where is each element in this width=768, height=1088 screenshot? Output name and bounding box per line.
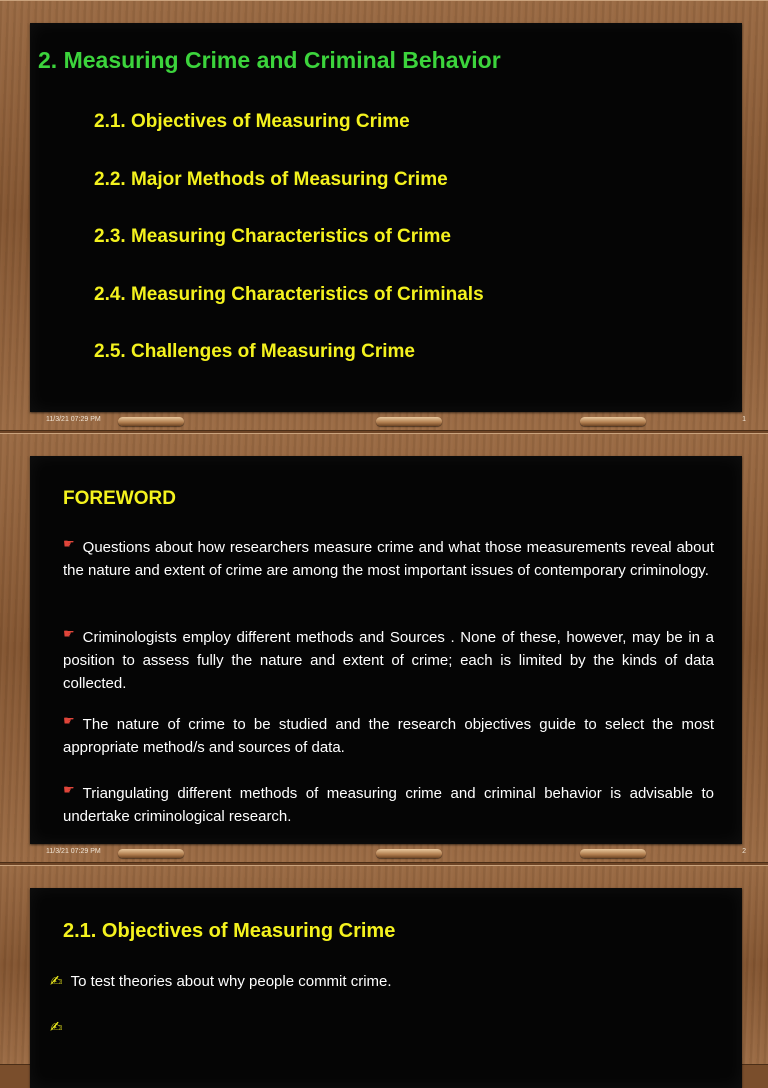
pointing-hand-icon: ☛ (63, 713, 75, 728)
slide-heading: FOREWORD (63, 488, 176, 509)
footer-date: 11/3/21 07:29 PM (46, 416, 101, 423)
chalkboard (30, 23, 742, 412)
table-of-contents (94, 111, 484, 399)
chalk-ledge-handle (118, 417, 184, 426)
slide-2 (0, 433, 768, 863)
bullet-paragraph (63, 626, 714, 695)
footer-date: 11/3/21 07:29 PM (46, 848, 101, 855)
toc-item: 2.1. Objectives of Measuring Crime (94, 111, 410, 132)
bullet-text: The nature of crime to be studied and the research objectives guide to select the most appropriate method/s and sources of data. (63, 716, 714, 756)
slide-footer (0, 412, 768, 434)
writing-hand-icon: ✍ (50, 973, 63, 990)
bullet-paragraph-cutoff (50, 1016, 714, 1039)
chalk-ledge-handle (580, 849, 646, 858)
toc-item: 2.5. Challenges of Measuring Crime (94, 341, 415, 362)
bullet-text: Questions about how researchers measure crime and what those measurements reveal about the nature and extent of crime are among the most important issues of contemporary criminology. (63, 539, 714, 579)
bullet-text: To test theories about why people commit crime. (70, 973, 392, 990)
slide-1 (0, 0, 768, 431)
bullet-text: Criminologists employ different methods and Sources . None of these, however, may be in a position to assess fully the nature and extent of crime; each is limited by the kinds of data collected. (63, 629, 714, 692)
slide-heading: 2.1. Objectives of Measuring Crime (63, 920, 396, 942)
toc-item: 2.3. Measuring Characteristics of Crime (94, 226, 451, 247)
toc-item: 2.2. Major Methods of Measuring Crime (94, 168, 448, 190)
chalk-ledge-handle (376, 849, 442, 858)
bullet-text: Triangulating different methods of measuring crime and criminal behavior is advisable to undertake criminological research. (63, 785, 714, 825)
toc-item: 2.4. Measuring Characteristics of Criminals (94, 283, 484, 305)
slide-number: 1 (742, 416, 746, 423)
chalk-ledge-handle (118, 849, 184, 858)
pointing-hand-icon: ☛ (63, 536, 75, 551)
chalk-ledge-handle (376, 417, 442, 426)
chalkboard (30, 456, 742, 844)
pointing-hand-icon: ☛ (63, 626, 75, 641)
pointing-hand-icon: ☛ (63, 782, 75, 797)
bullet-paragraph (63, 782, 714, 828)
slide-3 (0, 865, 768, 1065)
bullet-paragraph (63, 536, 714, 582)
bullet-paragraph (50, 970, 714, 993)
slide-footer (0, 844, 768, 866)
chalkboard (30, 888, 742, 1088)
slide-title: 2. Measuring Crime and Criminal Behavior (38, 47, 501, 73)
bullet-paragraph (63, 713, 714, 759)
writing-hand-icon: ✍ (50, 1019, 63, 1036)
slide-number: 2 (742, 848, 746, 855)
chalk-ledge-handle (580, 417, 646, 426)
